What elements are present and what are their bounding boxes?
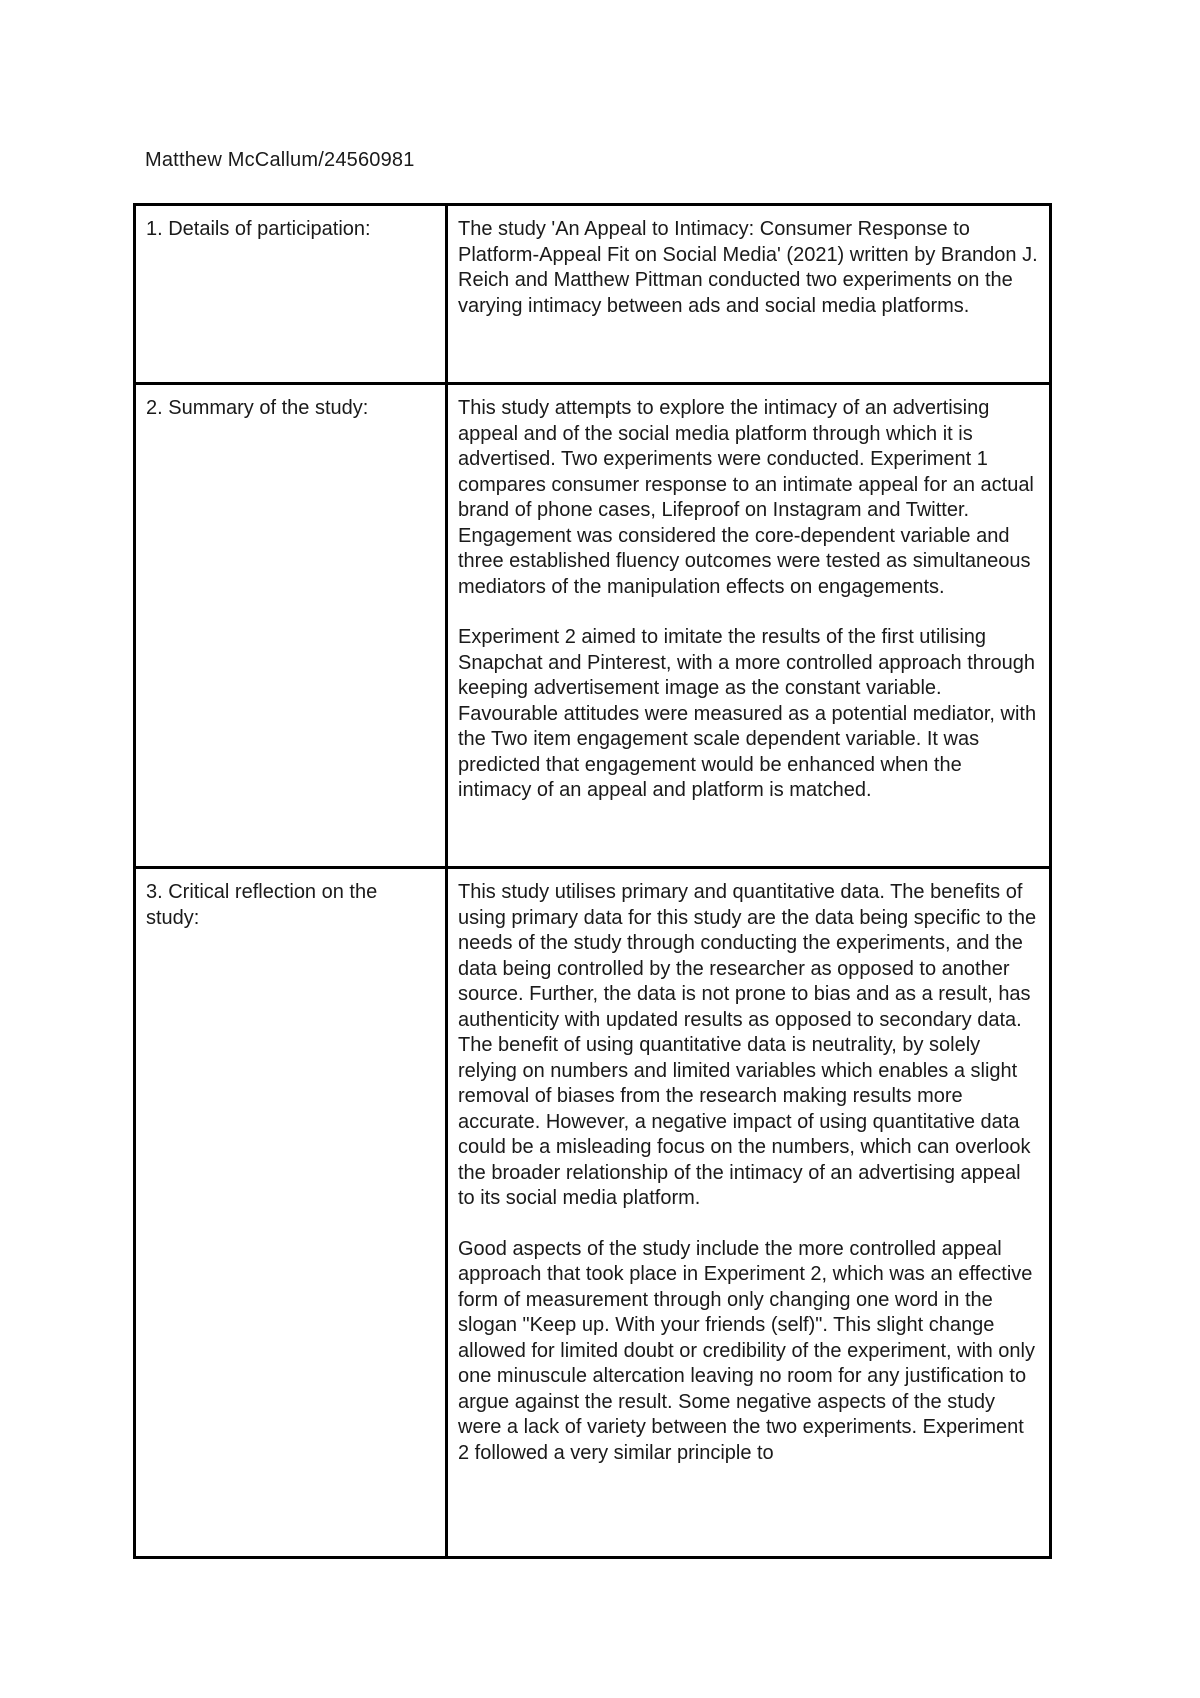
row-content-critical-reflection — [447, 868, 1051, 1558]
row-content-details-of-participation — [447, 205, 1051, 384]
table-row — [135, 205, 1051, 384]
reflection-table — [133, 203, 1052, 1559]
table-row — [135, 384, 1051, 868]
paragraph: This study attempts to explore the intimacy of an advertising appeal and of the social media platform through which it is advertised. Two experiments were conducted. Experiment 1 compares consumer response to an intimate appeal for an actual brand of phone cases, Lifeproof on Instagram and Twitter. Engagement was considered the core-dependent variable and three established fluency outcomes were tested as simultaneous mediators of the manipulation effects on engagements. — [458, 397, 1034, 598]
table-row — [135, 868, 1051, 1558]
author-line: Matthew McCallum/24560981 — [145, 149, 415, 171]
row-label-critical-reflection: 3. Critical reflection on the study: — [135, 868, 447, 1558]
paragraph: Good aspects of the study include the more controlled appeal approach that took place in Experiment 2, which was an effective form of measurement through only changing one word in the slogan "Keep up. With your friends (self)". This slight change allowed for limited doubt or credibility of the experiment, with only one minuscule altercation leaving no room for any justification to argue against the result. Some negative aspects of the study were a lack of variety between the two experiments. Experiment 2 followed a very similar principle to — [458, 1237, 1035, 1464]
row-label-details-of-participation: 1. Details of participation: — [135, 205, 447, 384]
paragraph: This study utilises primary and quantitative data. The benefits of using primary data for this study are the data being specific to the needs of the study through conducting the experiments, and the data being controlled by the researcher as opposed to another source. Further, the data is not prone to bias and as a result, has authenticity with updated results as opposed to secondary data. The benefit of using quantitative data is neutrality, by solely relying on numbers and limited variables which enables a slight removal of biases from the research making results more accurate. However, a negative impact of using quantitative data could be a misleading focus on the numbers, which can overlook the broader relationship of the intimacy of an advertising appeal to its social media platform. — [458, 881, 1037, 1209]
row-content-summary-of-study — [447, 384, 1051, 868]
paragraph: Experiment 2 aimed to imitate the results of the first utilising Snapchat and Pinterest, with a more controlled approach through keeping advertisement image as the constant variable. Favourable attitudes were measured as a potential mediator, with the Two item engagement scale dependent variable. It was predicted that engagement would be enhanced when the intimacy of an appeal and platform is matched. — [458, 626, 1037, 801]
row-label-summary-of-study: 2. Summary of the study: — [135, 384, 447, 868]
paragraph: The study 'An Appeal to Intimacy: Consumer Response to Platform-Appeal Fit on Social Media' (2021) written by Brandon J. Reich and Matthew Pittman conducted two experiments on the varying intimacy between ads and social media platforms. — [458, 218, 1038, 317]
